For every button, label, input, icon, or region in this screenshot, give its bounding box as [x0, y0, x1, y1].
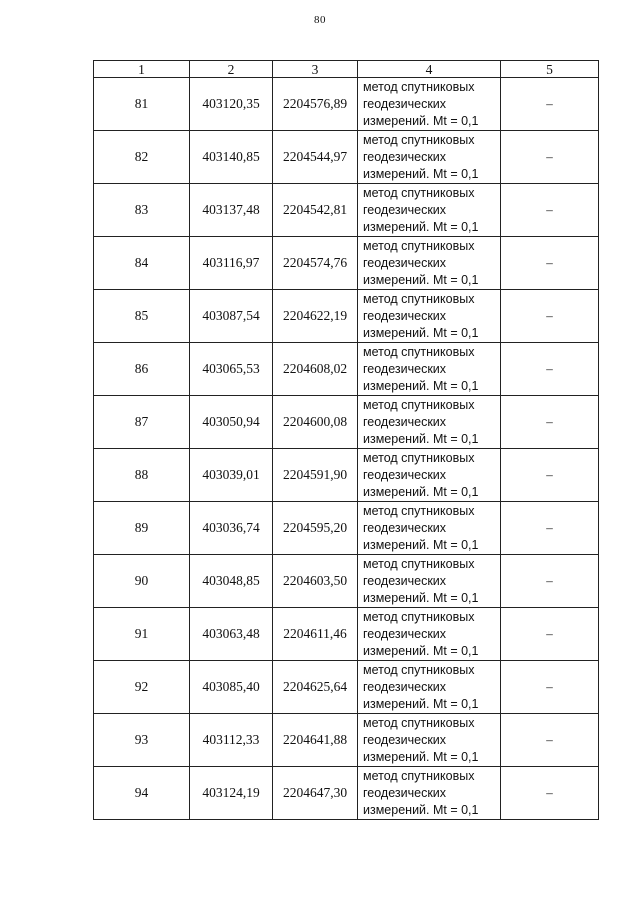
method-cell: [358, 714, 501, 767]
note-cell: –: [501, 184, 599, 237]
method-text-line: метод спутниковых: [363, 503, 475, 518]
note-cell: –: [501, 290, 599, 343]
method-cell: [358, 767, 501, 820]
point-number-cell: 88: [94, 449, 190, 502]
column-header-4: 4: [358, 61, 501, 78]
point-number-cell: 81: [94, 78, 190, 131]
point-number-cell: 94: [94, 767, 190, 820]
table-row: [94, 767, 599, 820]
method-text-line: геодезических: [363, 149, 447, 164]
column-header-2: 2: [190, 61, 273, 78]
method-cell: [358, 290, 501, 343]
point-number-cell: 89: [94, 502, 190, 555]
method-cell: [358, 131, 501, 184]
point-number-cell: 84: [94, 237, 190, 290]
table-row: [94, 131, 599, 184]
method-text-line: геодезических: [363, 255, 447, 270]
method-text-line: метод спутниковых: [363, 291, 475, 306]
x-coordinate-cell: 403048,85: [190, 555, 273, 608]
method-text-line: метод спутниковых: [363, 609, 475, 624]
point-number-cell: 82: [94, 131, 190, 184]
method-cell: [358, 555, 501, 608]
page-number: 80: [314, 14, 326, 26]
column-header-3: 3: [273, 61, 358, 78]
method-text-line: измерений. Mt = 0,1: [363, 802, 479, 817]
method-cell: [358, 78, 501, 131]
coordinates-table: [93, 60, 599, 820]
table-row: [94, 449, 599, 502]
x-coordinate-cell: 403120,35: [190, 78, 273, 131]
method-text-line: метод спутниковых: [363, 768, 475, 783]
y-coordinate-cell: 2204576,89: [273, 78, 358, 131]
table-row: [94, 396, 599, 449]
point-number-cell: 91: [94, 608, 190, 661]
y-coordinate-cell: 2204647,30: [273, 767, 358, 820]
table-row: [94, 661, 599, 714]
table-row: [94, 184, 599, 237]
point-number-cell: 93: [94, 714, 190, 767]
method-text-line: геодезических: [363, 202, 447, 217]
column-header-5: 5: [501, 61, 599, 78]
method-text-line: измерений. Mt = 0,1: [363, 696, 479, 711]
column-header-1: 1: [94, 61, 190, 78]
point-number-cell: 86: [94, 343, 190, 396]
method-text-line: метод спутниковых: [363, 132, 475, 147]
note-cell: –: [501, 714, 599, 767]
method-text-line: измерений. Mt = 0,1: [363, 166, 479, 181]
x-coordinate-cell: 403137,48: [190, 184, 273, 237]
method-text-line: геодезических: [363, 361, 447, 376]
method-text-line: геодезических: [363, 414, 447, 429]
point-number-cell: 85: [94, 290, 190, 343]
method-text-line: геодезических: [363, 679, 447, 694]
method-text-line: геодезических: [363, 732, 447, 747]
table-row: [94, 714, 599, 767]
note-cell: –: [501, 661, 599, 714]
y-coordinate-cell: 2204591,90: [273, 449, 358, 502]
table-row: [94, 78, 599, 131]
y-coordinate-cell: 2204603,50: [273, 555, 358, 608]
y-coordinate-cell: 2204600,08: [273, 396, 358, 449]
method-cell: [358, 396, 501, 449]
method-cell: [358, 184, 501, 237]
y-coordinate-cell: 2204625,64: [273, 661, 358, 714]
method-cell: [358, 343, 501, 396]
x-coordinate-cell: 403112,33: [190, 714, 273, 767]
table-row: [94, 555, 599, 608]
method-text-line: геодезических: [363, 96, 447, 111]
method-text-line: метод спутниковых: [363, 662, 475, 677]
method-text-line: измерений. Mt = 0,1: [363, 590, 479, 605]
method-text-line: измерений. Mt = 0,1: [363, 749, 479, 764]
method-text-line: измерений. Mt = 0,1: [363, 378, 479, 393]
method-text-line: измерений. Mt = 0,1: [363, 643, 479, 658]
method-text-line: метод спутниковых: [363, 397, 475, 412]
method-text-line: метод спутниковых: [363, 79, 475, 94]
table-row: [94, 343, 599, 396]
table-row: [94, 290, 599, 343]
table-row: [94, 608, 599, 661]
note-cell: –: [501, 555, 599, 608]
note-cell: –: [501, 396, 599, 449]
x-coordinate-cell: 403039,01: [190, 449, 273, 502]
method-text-line: метод спутниковых: [363, 185, 475, 200]
method-text-line: метод спутниковых: [363, 238, 475, 253]
note-cell: –: [501, 131, 599, 184]
note-cell: –: [501, 502, 599, 555]
method-text-line: метод спутниковых: [363, 556, 475, 571]
y-coordinate-cell: 2204611,46: [273, 608, 358, 661]
point-number-cell: 92: [94, 661, 190, 714]
table-row: [94, 237, 599, 290]
method-text-line: геодезических: [363, 626, 447, 641]
note-cell: –: [501, 343, 599, 396]
y-coordinate-cell: 2204574,76: [273, 237, 358, 290]
note-cell: –: [501, 449, 599, 502]
method-text-line: измерений. Mt = 0,1: [363, 272, 479, 287]
point-number-cell: 87: [94, 396, 190, 449]
x-coordinate-cell: 403063,48: [190, 608, 273, 661]
table-row: [94, 502, 599, 555]
y-coordinate-cell: 2204595,20: [273, 502, 358, 555]
method-cell: [358, 449, 501, 502]
y-coordinate-cell: 2204542,81: [273, 184, 358, 237]
y-coordinate-cell: 2204544,97: [273, 131, 358, 184]
method-text-line: измерений. Mt = 0,1: [363, 325, 479, 340]
point-number-cell: 90: [94, 555, 190, 608]
note-cell: –: [501, 78, 599, 131]
note-cell: –: [501, 608, 599, 661]
y-coordinate-cell: 2204622,19: [273, 290, 358, 343]
point-number-cell: 83: [94, 184, 190, 237]
method-text-line: метод спутниковых: [363, 715, 475, 730]
method-text-line: измерений. Mt = 0,1: [363, 484, 479, 499]
method-text-line: измерений. Mt = 0,1: [363, 113, 479, 128]
method-cell: [358, 502, 501, 555]
table-body: [94, 78, 599, 820]
x-coordinate-cell: 403087,54: [190, 290, 273, 343]
method-text-line: геодезических: [363, 785, 447, 800]
method-text-line: измерений. Mt = 0,1: [363, 219, 479, 234]
y-coordinate-cell: 2204608,02: [273, 343, 358, 396]
method-text-line: геодезических: [363, 308, 447, 323]
method-text-line: метод спутниковых: [363, 450, 475, 465]
method-text-line: геодезических: [363, 520, 447, 535]
y-coordinate-cell: 2204641,88: [273, 714, 358, 767]
x-coordinate-cell: 403036,74: [190, 502, 273, 555]
x-coordinate-cell: 403085,40: [190, 661, 273, 714]
note-cell: –: [501, 767, 599, 820]
method-text-line: геодезических: [363, 467, 447, 482]
x-coordinate-cell: 403116,97: [190, 237, 273, 290]
method-text-line: измерений. Mt = 0,1: [363, 431, 479, 446]
method-cell: [358, 608, 501, 661]
method-cell: [358, 661, 501, 714]
x-coordinate-cell: 403050,94: [190, 396, 273, 449]
x-coordinate-cell: 403140,85: [190, 131, 273, 184]
note-cell: –: [501, 237, 599, 290]
method-text-line: измерений. Mt = 0,1: [363, 537, 479, 552]
method-cell: [358, 237, 501, 290]
x-coordinate-cell: 403124,19: [190, 767, 273, 820]
table-header-row: [94, 61, 599, 78]
method-text-line: метод спутниковых: [363, 344, 475, 359]
x-coordinate-cell: 403065,53: [190, 343, 273, 396]
method-text-line: геодезических: [363, 573, 447, 588]
